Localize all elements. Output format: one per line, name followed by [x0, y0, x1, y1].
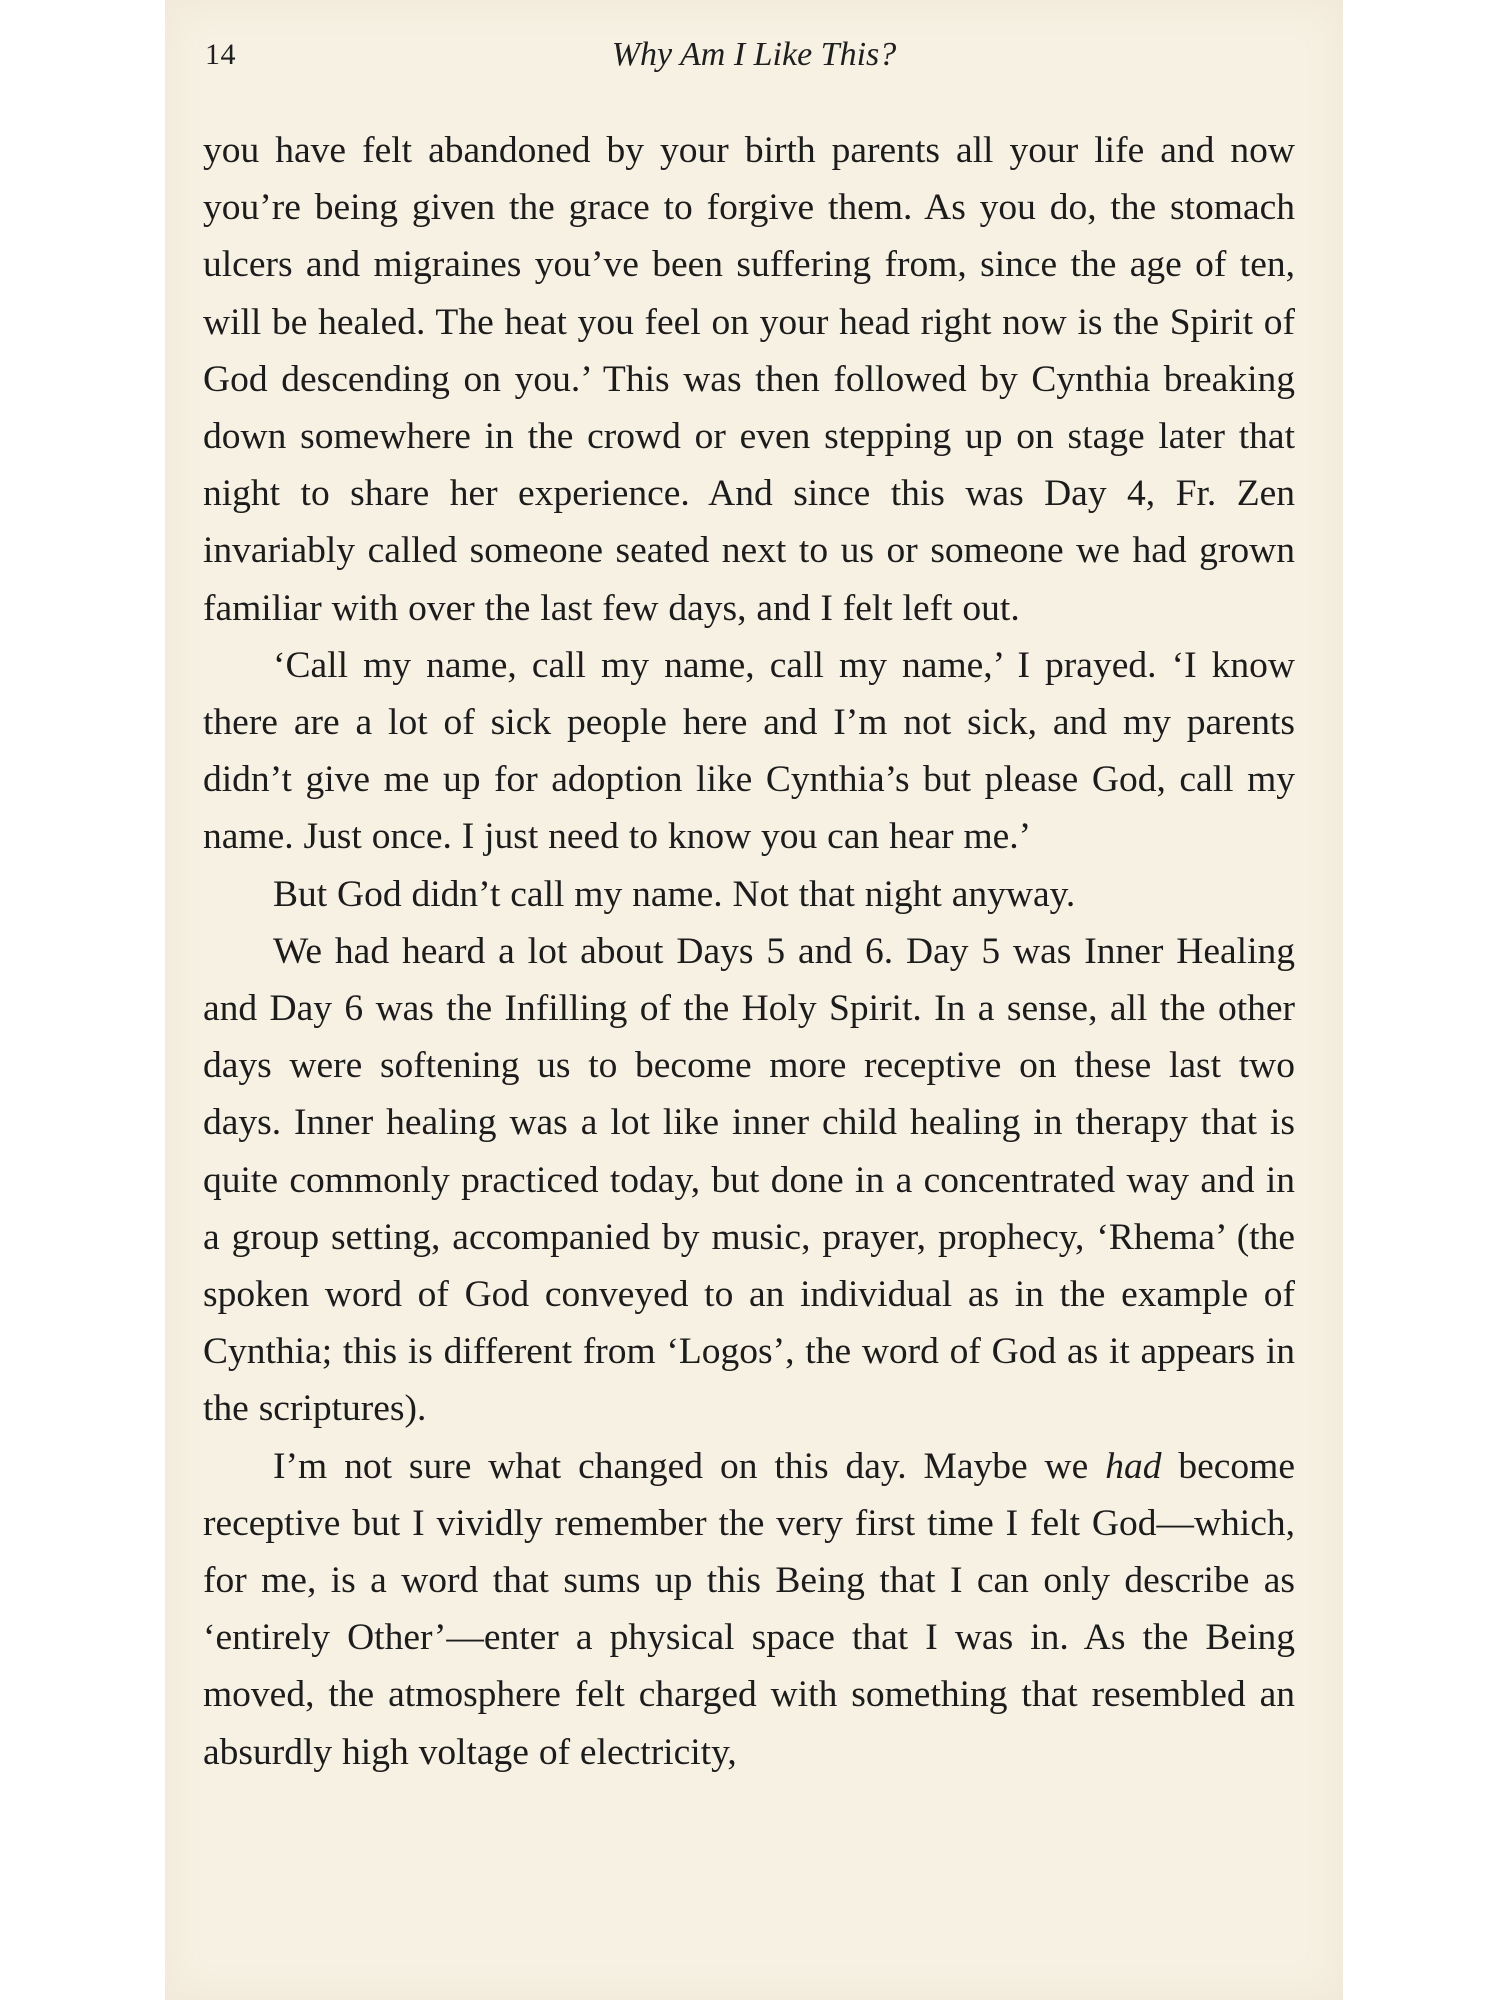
- text-segment: become receptive but I vividly remember the very first time I felt God—which, for me, is a word that sums up this Being that I can only describe as ‘entirely Other’—enter a physical space that I was in. As the Being moved, the atmosphere felt charged with something that resembled an absurdly high voltage of electricity,: [203, 1445, 1295, 1773]
- book-page: [165, 0, 1343, 2000]
- page-header: [205, 30, 1303, 80]
- page-number: 14: [205, 38, 236, 71]
- running-head: Why Am I Like This?: [611, 36, 897, 73]
- body-text: [203, 122, 1295, 1781]
- emphasis: had: [1105, 1445, 1162, 1487]
- paragraph-continued: you have felt abandoned by your birth parents all your life and now you’re being given the grace to forgive them. As you do, the stomach ulcers and migraines you’ve been suffering from, since the age of ten, will be healed. The heat you feel on your head right now is the Spirit of God descending on you.’ This was then followed by Cynthia breaking down somewhere in the crowd or even stepping up on stage later that night to share her experience. And since this was Day 4, Fr. Zen invariably called someone seated next to us or someone we had grown familiar with over the last few days, and I felt left out.: [203, 130, 1295, 629]
- paragraph-first-felt-god: [203, 1438, 1295, 1781]
- text-segment: I’m not sure what changed on this day. Maybe we: [273, 1445, 1106, 1487]
- paragraph-days-five-six: We had heard a lot about Days 5 and 6. Day 5 was Inner Healing and Day 6 was the Infilling of the Holy Spirit. In a sense, all the other days were softening us to become more receptive on these last two days. Inner healing was a lot like inner child healing in therapy that is quite commonly practiced today, but done in a concentrated way and in a group setting, accompanied by music, prayer, prophecy, ‘Rhema’ (the spoken word of God conveyed to an individual as in the example of Cynthia; this is different from ‘Logos’, the word of God as it appears in the scriptures).: [203, 930, 1295, 1430]
- paragraph-prayer: ‘Call my name, call my name, call my name,’ I prayed. ‘I know there are a lot of sick people here and I’m not sick, and my parents didn’t give me up for adoption like Cynthia’s but please God, call my name. Just once. I just need to know you can hear me.’: [203, 644, 1295, 858]
- paragraph-not-called: But God didn’t call my name. Not that night anyway.: [273, 873, 1076, 915]
